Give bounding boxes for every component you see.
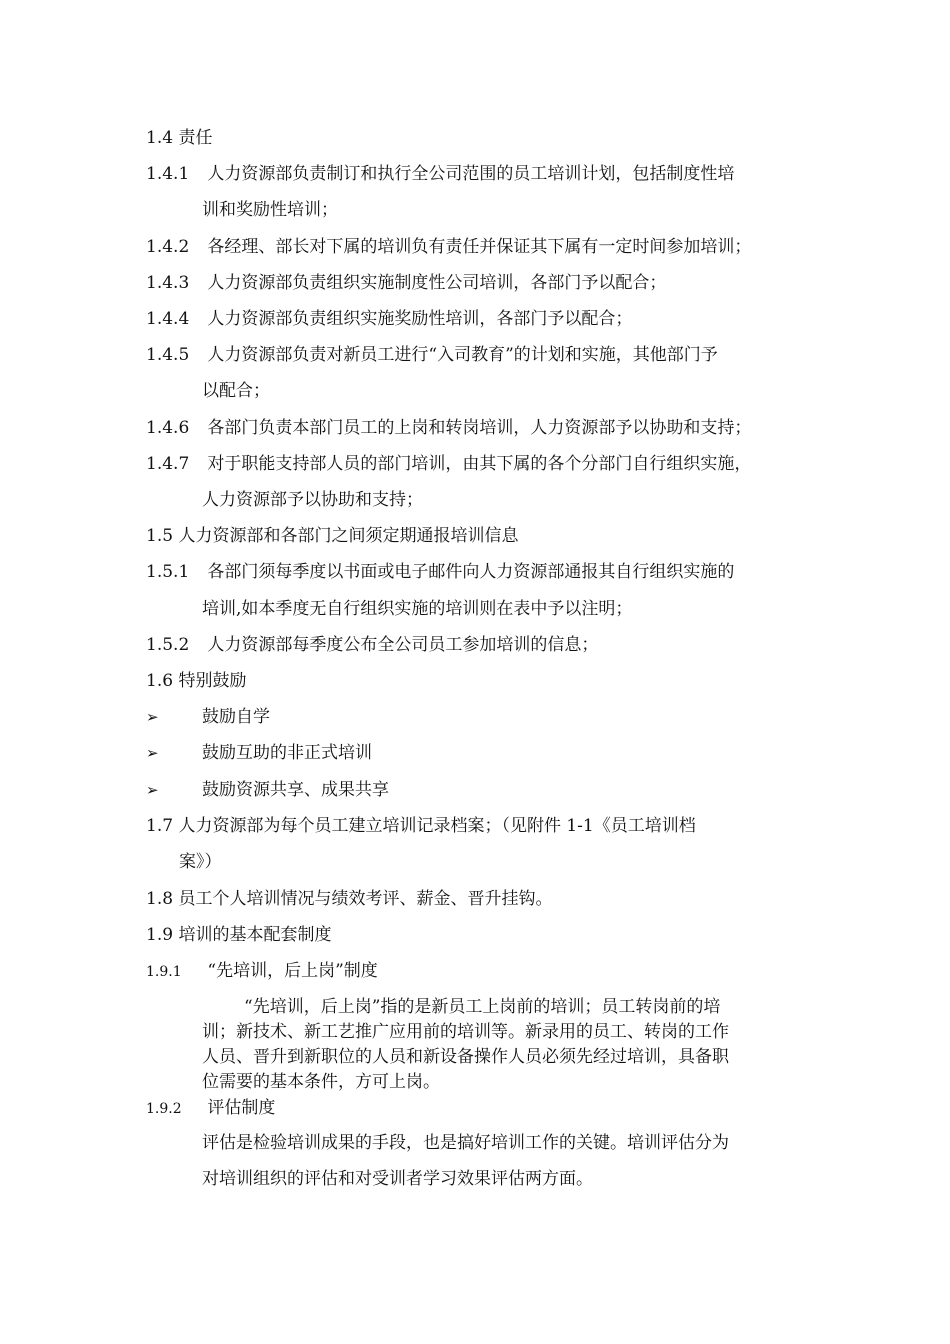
- clause-title: 评估制度: [207, 1098, 276, 1118]
- clause-number: 1.4.6: [146, 418, 190, 438]
- clause-number: 1.4.3: [146, 273, 190, 293]
- paragraph-line: 评估是检验培训成果的手段，也是搞好培训工作的关键。培训评估分为: [202, 1133, 729, 1153]
- section-heading-1-7: 1.7 人力资源部为每个员工建立培训记录档案；（见附件 1-1《员工培训档: [146, 816, 696, 836]
- clause-text: 人力资源部每季度公布全公司员工参加培训的信息；: [207, 635, 599, 655]
- section-heading-1-8: 1.8 员工个人培训情况与绩效考评、薪金、晋升挂钩。: [146, 889, 553, 909]
- clause-title: “先培训，后上岗”制度: [207, 961, 378, 981]
- clause-1-4-7-continuation: 人力资源部予以协助和支持；: [202, 490, 423, 510]
- clause-number: 1.4.1: [146, 164, 190, 184]
- clause-1-5-1-continuation: 培训,如本季度无自行组织实施的培训则在表中予以注明；: [202, 599, 633, 619]
- paragraph-line: 位需要的基本条件，方可上岗。: [202, 1072, 440, 1092]
- clause-number: 1.4.2: [146, 237, 190, 257]
- clause-1-4-5-continuation: 以配合；: [202, 381, 270, 401]
- clause-number: 1.5.2: [146, 635, 190, 655]
- clause-1-4-1: [146, 163, 734, 185]
- clause-1-4-4: [146, 308, 632, 330]
- section-heading-1-9: 1.9 培训的基本配套制度: [146, 925, 332, 945]
- section-heading-1-5: 1.5 人力资源部和各部门之间须定期通报培训信息: [146, 526, 519, 546]
- clause-number: 1.4.4: [146, 309, 190, 329]
- clause-text: 各部门负责本部门员工的上岗和转岗培训，人力资源部予以协助和支持；: [207, 418, 752, 438]
- paragraph-line: 对培训组织的评估和对受训者学习效果评估两方面。: [202, 1169, 593, 1189]
- clause-1-9-1: [146, 960, 378, 983]
- bullet-arrow-icon: ➢: [146, 708, 159, 726]
- clause-text: 人力资源部负责对新员工进行“入司教育”的计划和实施，其他部门予: [207, 345, 718, 365]
- clause-1-4-1-continuation: 训和奖励性培训；: [202, 200, 338, 220]
- clause-1-4-2: [146, 236, 751, 258]
- bullet-item: 鼓励资源共享、成果共享: [202, 780, 389, 800]
- section-heading-1-6: 1.6 特别鼓励: [146, 671, 247, 691]
- clause-number: 1.4.5: [146, 345, 190, 365]
- clause-text: 人力资源部负责组织实施奖励性培训，各部门予以配合；: [207, 309, 633, 329]
- clause-1-5-2: [146, 634, 598, 656]
- clause-number: 1.5.1: [146, 562, 190, 582]
- clause-1-5-1: [146, 561, 734, 583]
- clause-1-4-7: [146, 453, 751, 475]
- bullet-arrow-icon: ➢: [146, 781, 159, 799]
- bullet-arrow-icon: ➢: [146, 744, 159, 762]
- clause-text: 各部门须每季度以书面或电子邮件向人力资源部通报其自行组织实施的: [207, 562, 735, 582]
- clause-1-9-2: [146, 1097, 275, 1120]
- clause-text: 人力资源部负责组织实施制度性公司培训，各部门予以配合；: [207, 273, 667, 293]
- clause-1-4-3: [146, 272, 666, 294]
- paragraph-line: “先培训，后上岗”指的是新员工上岗前的培训；员工转岗前的培: [244, 997, 721, 1017]
- clause-text: 对于职能支持部人员的部门培训，由其下属的各个分部门自行组织实施，: [207, 454, 752, 474]
- section-1-7-continuation: 案》）: [179, 852, 222, 872]
- section-heading-1-4: 1.4 责任: [146, 128, 213, 148]
- clause-number: 1.4.7: [146, 454, 190, 474]
- bullet-item: 鼓励自学: [202, 707, 270, 727]
- clause-number: 1.9.2: [146, 1101, 182, 1117]
- clause-1-4-5: [146, 344, 718, 366]
- paragraph-line: 人员、晋升到新职位的人员和新设备操作人员必须先经过培训，具备职: [202, 1047, 729, 1067]
- clause-1-4-6: [146, 417, 751, 439]
- paragraph-line: 训；新技术、新工艺推广应用前的培训等。新录用的员工、转岗的工作: [202, 1022, 729, 1042]
- bullet-item: 鼓励互助的非正式培训: [202, 743, 372, 763]
- clause-text: 人力资源部负责制订和执行全公司范围的员工培训计划，包括制度性培: [207, 164, 735, 184]
- clause-text: 各经理、部长对下属的培训负有责任并保证其下属有一定时间参加培训；: [207, 237, 752, 257]
- clause-number: 1.9.1: [146, 964, 182, 980]
